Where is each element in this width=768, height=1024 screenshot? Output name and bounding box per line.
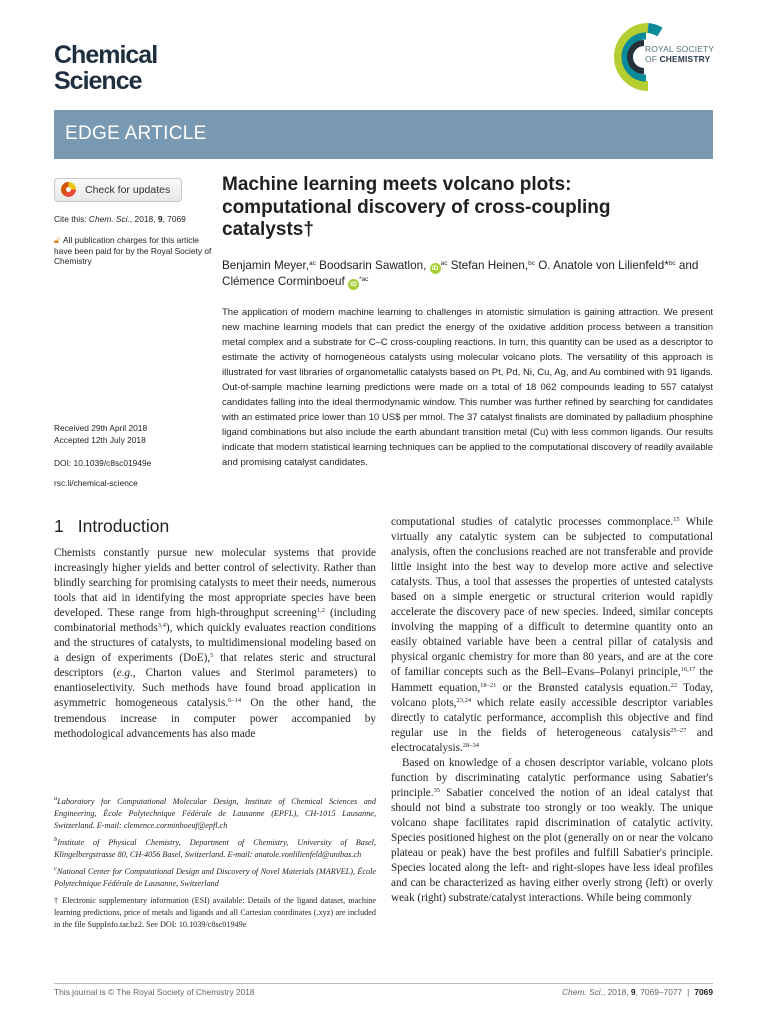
page-number: 7069 [694,987,713,997]
check-updates-label: Check for updates [85,184,171,196]
footnote-text: National Center for Computational Design and Discovery of Novel Materials (MARVEL), École Polytechnique Fédérale de Lausanne, Switzerland [54,867,376,889]
citation-ref[interactable]: 16,17 [680,666,696,674]
section-title: Introduction [77,516,170,536]
body-text: or the Brønsted catalysis equation. [496,681,671,694]
citation-ref[interactable]: 6–14 [228,697,242,705]
check-updates-button[interactable] [54,178,182,202]
footnote-text: Institute of Physical Chemistry, Department of Chemistry, University of Basel, Klingelbergstrasse 80, CH-4056 Basel, Switzerland. E-mail: anatole.vonlilienfeld@unibas.ch [54,838,376,860]
footnote-affiliation-b [54,837,376,861]
cite-year: , 2018, [129,214,158,224]
paragraph [54,546,376,742]
author-list [222,258,702,290]
article-title: Machine learning meets volcano plots: computational discovery of cross-coupling catalysts† [222,174,611,240]
body-column-left [54,546,376,742]
body-text: that relates steric and structural descriptors ( [54,652,376,680]
footnote-affiliation-a [54,796,376,833]
publisher-of: OF [645,54,660,64]
author-corminboeuf: and Clémence Corminboeuf [222,259,699,288]
footer-volume: 9 [630,987,636,997]
author-sawatlon: Boodsarin Sawatlon, [315,259,427,272]
body-text: ), which quickly evaluates reaction conditions and the structures of catalysts, to multidimensional modeling based on a design of experiments (DoE), [54,622,376,665]
author-affil: ac [440,260,448,267]
body-text-italic: e.g. [116,667,133,680]
open-access-text: All publication charges for this article have been paid for by the Royal Society of Chemistry [54,235,212,266]
body-text: On the other hand, the tremendous increase in computer power accompanied by methodological advancements has also made [54,697,376,740]
body-text: While virtually any catalytic system can be subjected to computational analysis, often the conclusions reached are not transferable and provide little insight into the best way to develop more active and selective catalysts. Thus, a tool that assesses the properties of untested catalysts based on a simple energetic or structural criterion would rapidly accelerate the discovery pace of new species. Indeed, similar concepts involving the mapping of a difficult to determine quantity onto an easily obtained variable have been a central pillar of catalysis and physical organic chemistry for more than 80 years, and are at the core of familiar concepts such as the Bell–Evans–Polanyi principle, [391,516,714,679]
cite-prefix: Cite this: [54,214,89,224]
citation-ref[interactable]: 3,4 [157,622,166,630]
body-text: which relate easily accessible descriptor variables directly to catalytic performance, accomplish this objective and find regular use in the fields of heterogeneous catalysis [391,696,713,739]
footnote-affiliation-c [54,866,376,890]
footnotes [54,796,376,936]
citation-ref[interactable]: 1,2 [316,607,325,615]
footer-divider [54,983,713,984]
body-text: and electrocatalysis. [391,726,713,754]
body-text: Based on knowledge of a chosen descriptor variable, volcano plots function by discriminating catalytic performance using Sabatier's principle. [391,756,713,799]
citation-ref[interactable]: 28–34 [462,741,480,749]
publisher-line1: ROYAL SOCIETY [645,44,715,54]
footnote-mark: b [54,836,58,844]
received-date: Received 29th April 2018 [54,423,148,433]
citation [54,214,186,224]
body-column-right [391,515,713,906]
footnote-esi: † Electronic supplementary information (ESI) available: Details of the ligand dataset, machine learning predictions, price of metals and ligands and all Cartesian coordinates (.xyz) are included in the file SuppInfo.tar.bz2. See DOI: 10.1039/c8sc01949e [54,895,376,930]
crossmark-icon [61,182,76,197]
citation-ref[interactable]: 18–21 [480,681,497,689]
publisher-name [645,44,714,64]
footer-copyright: This journal is © The Royal Society of Chemistry 2018 [54,987,255,997]
author-affil: bc [528,260,535,267]
author-meyer: Benjamin Meyer, [222,259,310,272]
citation-ref[interactable]: 25–27 [670,726,687,734]
journal-title [54,42,157,94]
author-von-lilienfeld: O. Anatole von Lilienfeld* [534,259,669,272]
body-text: the Hammett equation, [391,666,714,694]
doi-link[interactable]: DOI: 10.1039/c8sc01949e [54,458,152,468]
publisher-line2: CHEMISTRY [659,54,711,64]
body-text: Today, volcano plots, [391,681,713,709]
cite-volume: 9 [157,214,163,224]
article-type-label: EDGE ARTICLE [65,123,207,144]
author-affil: bc [668,260,676,267]
paragraph [391,756,713,906]
body-text: computational studies of catalytic processes commonplace. [391,516,674,528]
body-text: (including combinatorial methods [54,607,376,635]
accepted-date: Accepted 12th July 2018 [54,434,146,445]
orcid-icon[interactable]: iD [348,279,359,290]
footnote-text: Laboratory for Computational Molecular Design, Institute of Chemical Sciences and Engineering, École Polytechnique Fédérale de Lausanne (EPFL), CH-1015 Lausanne, Switzerland. E-mail: clemence.corminboeuf@epfl.ch [54,797,376,831]
section-heading [54,516,169,537]
abstract: The application of modern machine learning to challenges in atomistic simulation is gaining attraction. We present new machine learning models that can predict the energy of the oxidative addition process between a transition metal complex and a substrate for C–C cross-coupling reactions. In turn, this quantity can be used as a descriptor to estimate the activity of homogeneous catalysts using molecular volcano plots. The versatility of this approach is illustrated for vast libraries of organometallic catalysts based on Pt, Pd, Ni, Cu, Ag, and Au combined with 91 ligands. Out-of-sample machine learning predictions were made on a total of 18 062 compounds leading to 557 catalyst candidates falling into the ideal thermodynamic window. This number was further refined by searching for candidates with an estimated price lower than 10 US$ per mmol. The 37 catalyst finalists are dominated by palladium phosphine ligand combinations but also include the earth abundant transition metal (Cu) with less common ligands. Our results indicate that modern statistical learning techniques can be applied to the computational discovery of readily available and promising catalyst candidates. [222,307,713,468]
footer-year: , 2018, [602,987,631,997]
citation-ref[interactable]: 22 [670,681,678,689]
section-number: 1 [54,516,64,536]
body-text: Chemists constantly pursue new molecular systems that provide increasingly higher yields and better control of selectivity. Rather than blindly searching for promising catalysts to meet their needs, numerous tools that aid in identifying the most appropriate species have been developed. These range from high-throughput screening [54,547,376,620]
citation-ref[interactable]: 23,24 [456,696,472,704]
body-text: , Charton values and Sterimol parameters) to enantioselectivity. Such methods have found broad application in asymmetric homogeneous catalysis. [54,667,376,710]
footer-separator: | [687,987,690,997]
footer-pages: , 7069–7077 [635,987,683,997]
author-affil: ac [309,260,316,267]
citation-ref[interactable]: 15 [673,516,680,523]
cite-journal: Chem. Sci. [88,214,130,224]
footnote-mark: c [54,865,57,873]
citation-ref[interactable]: 35 [433,786,441,794]
cite-pages: , 7069 [162,214,186,224]
citation-ref[interactable]: 5 [210,652,214,660]
orcid-icon[interactable]: iD [430,263,441,274]
open-access-note [54,235,214,267]
paragraph [391,515,713,756]
journal-title-line1: Chemical [54,41,158,69]
article-type-banner [54,110,713,159]
article-dates [54,423,147,446]
journal-link[interactable]: rsc.li/chemical-science [54,478,138,488]
author-heinen: Stefan Heinen, [447,259,529,272]
journal-title-line2: Science [54,67,142,95]
body-text: Sabatier conceived the notion of an ideal catalyst that should not bind a substrate too strongly or too weakly. The unique volcano shape facilitates rapid discrimination of catalytic activity. Species positioned highest on the plot (generally on or near the volcano plateau or peak) have the best profiles and fulfill Sabatier's principle. Species located along the left- and right-slopes have less ideal profiles and can be characterized as having either overly strong (left) or overly weak (right) substrate/catalyst interactions. While being commonly [391,786,713,905]
footer-citation [562,987,713,997]
footer-journal: Chem. Sci. [562,987,603,997]
footnote-mark: a [54,795,58,802]
open-access-lock-icon: 🔓︎ [54,235,60,245]
author-affil: *ac [359,276,369,283]
